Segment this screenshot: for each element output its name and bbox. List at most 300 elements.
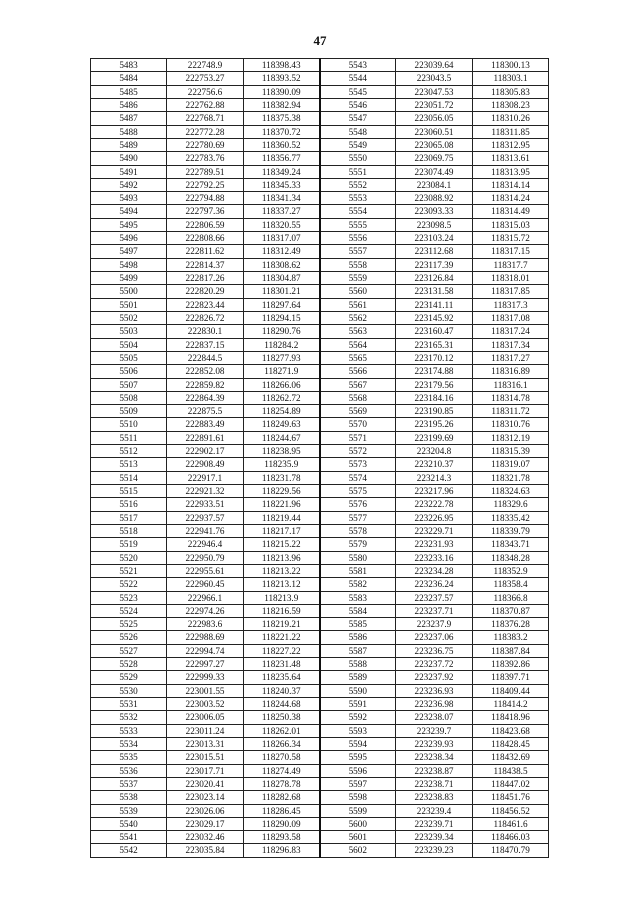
- table-row: [91, 817, 549, 830]
- table-row: [91, 684, 549, 697]
- point-number-right-cell: 5560: [320, 285, 396, 298]
- point-number-left-cell: 5528: [91, 658, 167, 671]
- point-number-right-cell: 5555: [320, 218, 396, 231]
- y-coordinate-right-cell: 118432.69: [473, 751, 549, 764]
- y-coordinate-right-cell: 118317.7: [473, 258, 549, 271]
- point-number-left-cell: 5537: [91, 777, 167, 790]
- x-coordinate-left-cell: 223020.41: [167, 777, 244, 790]
- x-coordinate-right-cell: 223170.12: [396, 351, 473, 364]
- y-coordinate-right-cell: 118315.39: [473, 445, 549, 458]
- x-coordinate-right-cell: 223112.68: [396, 245, 473, 258]
- x-coordinate-left-cell: 222933.51: [167, 498, 244, 511]
- x-coordinate-left-cell: 222921.32: [167, 485, 244, 498]
- y-coordinate-left-cell: 118240.37: [244, 684, 320, 697]
- point-number-right-cell: 5570: [320, 418, 396, 431]
- y-coordinate-left-cell: 118282.68: [244, 791, 320, 804]
- y-coordinate-left-cell: 118262.01: [244, 724, 320, 737]
- x-coordinate-left-cell: 222859.82: [167, 378, 244, 391]
- x-coordinate-right-cell: 223098.5: [396, 218, 473, 231]
- point-number-left-cell: 5494: [91, 205, 167, 218]
- x-coordinate-left-cell: 222772.28: [167, 125, 244, 138]
- x-coordinate-right-cell: 223117.39: [396, 258, 473, 271]
- table-row: [91, 644, 549, 657]
- y-coordinate-left-cell: 118219.44: [244, 511, 320, 524]
- x-coordinate-left-cell: 222983.6: [167, 618, 244, 631]
- point-number-left-cell: 5497: [91, 245, 167, 258]
- point-number-left-cell: 5520: [91, 551, 167, 564]
- x-coordinate-left-cell: 222997.27: [167, 658, 244, 671]
- y-coordinate-left-cell: 118238.95: [244, 445, 320, 458]
- table-row: [91, 511, 549, 524]
- point-number-left-cell: 5525: [91, 618, 167, 631]
- x-coordinate-left-cell: 222789.51: [167, 165, 244, 178]
- x-coordinate-left-cell: 222820.29: [167, 285, 244, 298]
- table-row: [91, 112, 549, 125]
- point-number-right-cell: 5545: [320, 85, 396, 98]
- y-coordinate-right-cell: 118466.03: [473, 831, 549, 844]
- point-number-right-cell: 5564: [320, 338, 396, 351]
- x-coordinate-left-cell: 222937.57: [167, 511, 244, 524]
- y-coordinate-right-cell: 118314.14: [473, 178, 549, 191]
- y-coordinate-right-cell: 118366.8: [473, 591, 549, 604]
- point-number-right-cell: 5602: [320, 844, 396, 857]
- point-number-left-cell: 5521: [91, 564, 167, 577]
- x-coordinate-left-cell: 222814.37: [167, 258, 244, 271]
- x-coordinate-left-cell: 222864.39: [167, 391, 244, 404]
- y-coordinate-left-cell: 118398.43: [244, 59, 320, 72]
- point-number-left-cell: 5491: [91, 165, 167, 178]
- point-number-right-cell: 5580: [320, 551, 396, 564]
- point-number-right-cell: 5558: [320, 258, 396, 271]
- point-number-right-cell: 5568: [320, 391, 396, 404]
- x-coordinate-left-cell: 222994.74: [167, 644, 244, 657]
- y-coordinate-right-cell: 118456.52: [473, 804, 549, 817]
- x-coordinate-left-cell: 223013.31: [167, 737, 244, 750]
- y-coordinate-right-cell: 118317.85: [473, 285, 549, 298]
- y-coordinate-left-cell: 118293.58: [244, 831, 320, 844]
- point-number-right-cell: 5583: [320, 591, 396, 604]
- point-number-right-cell: 5571: [320, 431, 396, 444]
- y-coordinate-left-cell: 118266.06: [244, 378, 320, 391]
- table-row: [91, 737, 549, 750]
- y-coordinate-right-cell: 118321.78: [473, 471, 549, 484]
- x-coordinate-right-cell: 223047.53: [396, 85, 473, 98]
- y-coordinate-right-cell: 118438.5: [473, 764, 549, 777]
- point-number-left-cell: 5489: [91, 138, 167, 151]
- y-coordinate-right-cell: 118461.6: [473, 817, 549, 830]
- point-number-left-cell: 5514: [91, 471, 167, 484]
- x-coordinate-left-cell: 222762.88: [167, 98, 244, 111]
- y-coordinate-right-cell: 118370.87: [473, 604, 549, 617]
- y-coordinate-right-cell: 118314.24: [473, 192, 549, 205]
- point-number-left-cell: 5500: [91, 285, 167, 298]
- y-coordinate-left-cell: 118221.22: [244, 631, 320, 644]
- point-number-right-cell: 5549: [320, 138, 396, 151]
- point-number-right-cell: 5551: [320, 165, 396, 178]
- table-row: [91, 551, 549, 564]
- point-number-left-cell: 5530: [91, 684, 167, 697]
- point-number-right-cell: 5550: [320, 152, 396, 165]
- x-coordinate-right-cell: 223229.71: [396, 524, 473, 537]
- x-coordinate-left-cell: 223011.24: [167, 724, 244, 737]
- table-row: [91, 524, 549, 537]
- point-number-left-cell: 5526: [91, 631, 167, 644]
- y-coordinate-right-cell: 118329.6: [473, 498, 549, 511]
- y-coordinate-right-cell: 118315.03: [473, 218, 549, 231]
- point-number-left-cell: 5513: [91, 458, 167, 471]
- y-coordinate-right-cell: 118316.1: [473, 378, 549, 391]
- point-number-right-cell: 5590: [320, 684, 396, 697]
- point-number-left-cell: 5499: [91, 272, 167, 285]
- y-coordinate-right-cell: 118316.89: [473, 365, 549, 378]
- y-coordinate-right-cell: 118387.84: [473, 644, 549, 657]
- point-number-left-cell: 5541: [91, 831, 167, 844]
- point-number-left-cell: 5527: [91, 644, 167, 657]
- table-row: [91, 471, 549, 484]
- y-coordinate-left-cell: 118382.94: [244, 98, 320, 111]
- point-number-right-cell: 5561: [320, 298, 396, 311]
- point-number-left-cell: 5512: [91, 445, 167, 458]
- y-coordinate-left-cell: 118301.21: [244, 285, 320, 298]
- x-coordinate-right-cell: 223065.08: [396, 138, 473, 151]
- point-number-left-cell: 5535: [91, 751, 167, 764]
- x-coordinate-right-cell: 223239.7: [396, 724, 473, 737]
- table-row: [91, 618, 549, 631]
- x-coordinate-left-cell: 222794.88: [167, 192, 244, 205]
- y-coordinate-left-cell: 118213.9: [244, 591, 320, 604]
- x-coordinate-left-cell: 222806.59: [167, 218, 244, 231]
- y-coordinate-right-cell: 118358.4: [473, 578, 549, 591]
- y-coordinate-left-cell: 118249.63: [244, 418, 320, 431]
- y-coordinate-right-cell: 118339.79: [473, 524, 549, 537]
- point-number-right-cell: 5579: [320, 538, 396, 551]
- x-coordinate-right-cell: 223239.34: [396, 831, 473, 844]
- point-number-left-cell: 5508: [91, 391, 167, 404]
- x-coordinate-right-cell: 223126.84: [396, 272, 473, 285]
- x-coordinate-right-cell: 223088.92: [396, 192, 473, 205]
- x-coordinate-right-cell: 223074.49: [396, 165, 473, 178]
- x-coordinate-right-cell: 223239.71: [396, 817, 473, 830]
- x-coordinate-left-cell: 222808.66: [167, 232, 244, 245]
- point-number-right-cell: 5595: [320, 751, 396, 764]
- table-row: [91, 205, 549, 218]
- point-number-right-cell: 5592: [320, 711, 396, 724]
- point-number-right-cell: 5543: [320, 59, 396, 72]
- x-coordinate-left-cell: 223017.71: [167, 764, 244, 777]
- x-coordinate-left-cell: 222941.76: [167, 524, 244, 537]
- y-coordinate-left-cell: 118278.78: [244, 777, 320, 790]
- x-coordinate-right-cell: 223160.47: [396, 325, 473, 338]
- table-row: [91, 351, 549, 364]
- point-number-left-cell: 5484: [91, 72, 167, 85]
- point-number-right-cell: 5586: [320, 631, 396, 644]
- x-coordinate-left-cell: 222891.61: [167, 431, 244, 444]
- table-row: [91, 631, 549, 644]
- table-row: [91, 138, 549, 151]
- point-number-right-cell: 5576: [320, 498, 396, 511]
- y-coordinate-right-cell: 118317.24: [473, 325, 549, 338]
- table-row: [91, 777, 549, 790]
- point-number-left-cell: 5505: [91, 351, 167, 364]
- x-coordinate-left-cell: 223001.55: [167, 684, 244, 697]
- y-coordinate-left-cell: 118286.45: [244, 804, 320, 817]
- y-coordinate-left-cell: 118229.56: [244, 485, 320, 498]
- x-coordinate-left-cell: 222837.15: [167, 338, 244, 351]
- x-coordinate-right-cell: 223165.31: [396, 338, 473, 351]
- y-coordinate-left-cell: 118221.96: [244, 498, 320, 511]
- point-number-left-cell: 5510: [91, 418, 167, 431]
- point-number-right-cell: 5554: [320, 205, 396, 218]
- x-coordinate-right-cell: 223060.51: [396, 125, 473, 138]
- x-coordinate-right-cell: 223190.85: [396, 405, 473, 418]
- page-number: 47: [313, 33, 327, 48]
- x-coordinate-left-cell: 222999.33: [167, 671, 244, 684]
- y-coordinate-left-cell: 118219.21: [244, 618, 320, 631]
- y-coordinate-right-cell: 118376.28: [473, 618, 549, 631]
- x-coordinate-right-cell: 223236.24: [396, 578, 473, 591]
- y-coordinate-right-cell: 118305.83: [473, 85, 549, 98]
- y-coordinate-right-cell: 118335.42: [473, 511, 549, 524]
- table-row: [91, 125, 549, 138]
- point-number-right-cell: 5600: [320, 817, 396, 830]
- x-coordinate-right-cell: 223199.69: [396, 431, 473, 444]
- y-coordinate-right-cell: 118303.1: [473, 72, 549, 85]
- y-coordinate-right-cell: 118314.78: [473, 391, 549, 404]
- table-row: [91, 844, 549, 857]
- table-row: [91, 764, 549, 777]
- point-number-left-cell: 5485: [91, 85, 167, 98]
- x-coordinate-left-cell: 223035.84: [167, 844, 244, 857]
- point-number-left-cell: 5511: [91, 431, 167, 444]
- x-coordinate-right-cell: 223237.57: [396, 591, 473, 604]
- x-coordinate-left-cell: 222748.9: [167, 59, 244, 72]
- table-row: [91, 178, 549, 191]
- point-number-right-cell: 5588: [320, 658, 396, 671]
- x-coordinate-right-cell: 223204.8: [396, 445, 473, 458]
- x-coordinate-right-cell: 223236.98: [396, 698, 473, 711]
- x-coordinate-left-cell: 222783.76: [167, 152, 244, 165]
- y-coordinate-left-cell: 118345.33: [244, 178, 320, 191]
- x-coordinate-right-cell: 223238.71: [396, 777, 473, 790]
- table-row: [91, 431, 549, 444]
- y-coordinate-left-cell: 118297.64: [244, 298, 320, 311]
- table-row: [91, 378, 549, 391]
- table-row: [91, 458, 549, 471]
- x-coordinate-right-cell: 223237.72: [396, 658, 473, 671]
- table-row: [91, 604, 549, 617]
- x-coordinate-left-cell: 223003.52: [167, 698, 244, 711]
- table-row: [91, 591, 549, 604]
- point-number-right-cell: 5556: [320, 232, 396, 245]
- y-coordinate-right-cell: 118310.26: [473, 112, 549, 125]
- x-coordinate-right-cell: 223069.75: [396, 152, 473, 165]
- y-coordinate-left-cell: 118244.68: [244, 698, 320, 711]
- point-number-right-cell: 5599: [320, 804, 396, 817]
- table-row: [91, 831, 549, 844]
- point-number-right-cell: 5548: [320, 125, 396, 138]
- point-number-right-cell: 5581: [320, 564, 396, 577]
- point-number-left-cell: 5515: [91, 485, 167, 498]
- y-coordinate-left-cell: 118284.2: [244, 338, 320, 351]
- x-coordinate-left-cell: 223023.14: [167, 791, 244, 804]
- y-coordinate-right-cell: 118447.02: [473, 777, 549, 790]
- point-number-right-cell: 5544: [320, 72, 396, 85]
- y-coordinate-left-cell: 118341.34: [244, 192, 320, 205]
- point-number-left-cell: 5488: [91, 125, 167, 138]
- y-coordinate-left-cell: 118296.83: [244, 844, 320, 857]
- x-coordinate-right-cell: 223233.16: [396, 551, 473, 564]
- table-row: [91, 285, 549, 298]
- point-number-left-cell: 5540: [91, 817, 167, 830]
- x-coordinate-left-cell: 222966.1: [167, 591, 244, 604]
- table-row: [91, 564, 549, 577]
- x-coordinate-left-cell: 222852.08: [167, 365, 244, 378]
- x-coordinate-right-cell: 223145.92: [396, 311, 473, 324]
- table-row: [91, 165, 549, 178]
- table-row: [91, 338, 549, 351]
- point-number-right-cell: 5565: [320, 351, 396, 364]
- point-number-left-cell: 5531: [91, 698, 167, 711]
- y-coordinate-right-cell: 118318.01: [473, 272, 549, 285]
- y-coordinate-left-cell: 118277.93: [244, 351, 320, 364]
- x-coordinate-right-cell: 223226.95: [396, 511, 473, 524]
- point-number-left-cell: 5483: [91, 59, 167, 72]
- point-number-left-cell: 5524: [91, 604, 167, 617]
- table-row: [91, 85, 549, 98]
- point-number-left-cell: 5538: [91, 791, 167, 804]
- x-coordinate-left-cell: 222792.25: [167, 178, 244, 191]
- table-row: [91, 391, 549, 404]
- x-coordinate-left-cell: 222844.5: [167, 351, 244, 364]
- point-number-left-cell: 5522: [91, 578, 167, 591]
- y-coordinate-left-cell: 118360.52: [244, 138, 320, 151]
- point-number-left-cell: 5504: [91, 338, 167, 351]
- y-coordinate-right-cell: 118313.95: [473, 165, 549, 178]
- x-coordinate-right-cell: 223141.11: [396, 298, 473, 311]
- point-number-right-cell: 5601: [320, 831, 396, 844]
- point-number-right-cell: 5585: [320, 618, 396, 631]
- point-number-left-cell: 5502: [91, 311, 167, 324]
- y-coordinate-left-cell: 118270.58: [244, 751, 320, 764]
- point-number-right-cell: 5552: [320, 178, 396, 191]
- point-number-left-cell: 5498: [91, 258, 167, 271]
- x-coordinate-right-cell: 223084.1: [396, 178, 473, 191]
- x-coordinate-left-cell: 222797.36: [167, 205, 244, 218]
- point-number-right-cell: 5589: [320, 671, 396, 684]
- y-coordinate-right-cell: 118317.08: [473, 311, 549, 324]
- y-coordinate-right-cell: 118317.3: [473, 298, 549, 311]
- table-row: [91, 245, 549, 258]
- y-coordinate-left-cell: 118349.24: [244, 165, 320, 178]
- y-coordinate-left-cell: 118337.27: [244, 205, 320, 218]
- x-coordinate-right-cell: 223174.88: [396, 365, 473, 378]
- y-coordinate-right-cell: 118312.19: [473, 431, 549, 444]
- point-number-left-cell: 5487: [91, 112, 167, 125]
- point-number-right-cell: 5596: [320, 764, 396, 777]
- point-number-left-cell: 5539: [91, 804, 167, 817]
- y-coordinate-left-cell: 118262.72: [244, 391, 320, 404]
- x-coordinate-left-cell: 222908.49: [167, 458, 244, 471]
- x-coordinate-left-cell: 223015.51: [167, 751, 244, 764]
- table-row: [91, 298, 549, 311]
- y-coordinate-right-cell: 118317.15: [473, 245, 549, 258]
- x-coordinate-left-cell: 222811.62: [167, 245, 244, 258]
- x-coordinate-right-cell: 223231.93: [396, 538, 473, 551]
- x-coordinate-right-cell: 223217.96: [396, 485, 473, 498]
- y-coordinate-right-cell: 118423.68: [473, 724, 549, 737]
- x-coordinate-left-cell: 222917.1: [167, 471, 244, 484]
- x-coordinate-right-cell: 223237.71: [396, 604, 473, 617]
- x-coordinate-right-cell: 223103.24: [396, 232, 473, 245]
- y-coordinate-right-cell: 118418.96: [473, 711, 549, 724]
- point-number-left-cell: 5519: [91, 538, 167, 551]
- table-row: [91, 59, 549, 72]
- table-row: [91, 325, 549, 338]
- x-coordinate-right-cell: 223237.92: [396, 671, 473, 684]
- x-coordinate-right-cell: 223184.16: [396, 391, 473, 404]
- point-number-right-cell: 5577: [320, 511, 396, 524]
- y-coordinate-right-cell: 118319.07: [473, 458, 549, 471]
- x-coordinate-left-cell: 222974.26: [167, 604, 244, 617]
- x-coordinate-left-cell: 222946.4: [167, 538, 244, 551]
- x-coordinate-left-cell: 222830.1: [167, 325, 244, 338]
- table-row: [91, 498, 549, 511]
- x-coordinate-right-cell: 223210.37: [396, 458, 473, 471]
- y-coordinate-left-cell: 118254.89: [244, 405, 320, 418]
- y-coordinate-left-cell: 118235.64: [244, 671, 320, 684]
- table-row: [91, 311, 549, 324]
- point-number-left-cell: 5486: [91, 98, 167, 111]
- y-coordinate-left-cell: 118266.34: [244, 737, 320, 750]
- table-row: [91, 538, 549, 551]
- x-coordinate-left-cell: 223006.05: [167, 711, 244, 724]
- y-coordinate-left-cell: 118370.72: [244, 125, 320, 138]
- x-coordinate-left-cell: 222902.17: [167, 445, 244, 458]
- y-coordinate-right-cell: 118348.28: [473, 551, 549, 564]
- point-number-right-cell: 5557: [320, 245, 396, 258]
- point-number-right-cell: 5587: [320, 644, 396, 657]
- table-row: [91, 791, 549, 804]
- x-coordinate-left-cell: 222823.44: [167, 298, 244, 311]
- y-coordinate-left-cell: 118274.49: [244, 764, 320, 777]
- y-coordinate-left-cell: 118244.67: [244, 431, 320, 444]
- x-coordinate-left-cell: 222768.71: [167, 112, 244, 125]
- x-coordinate-left-cell: 222780.69: [167, 138, 244, 151]
- x-coordinate-right-cell: 223131.58: [396, 285, 473, 298]
- point-number-left-cell: 5495: [91, 218, 167, 231]
- x-coordinate-left-cell: 222955.61: [167, 564, 244, 577]
- y-coordinate-right-cell: 118311.72: [473, 405, 549, 418]
- x-coordinate-right-cell: 223195.26: [396, 418, 473, 431]
- table-row: [91, 658, 549, 671]
- point-number-right-cell: 5584: [320, 604, 396, 617]
- y-coordinate-left-cell: 118213.96: [244, 551, 320, 564]
- y-coordinate-left-cell: 118216.59: [244, 604, 320, 617]
- y-coordinate-right-cell: 118311.85: [473, 125, 549, 138]
- x-coordinate-right-cell: 223238.83: [396, 791, 473, 804]
- x-coordinate-left-cell: 223029.17: [167, 817, 244, 830]
- point-number-right-cell: 5566: [320, 365, 396, 378]
- point-number-right-cell: 5582: [320, 578, 396, 591]
- point-number-right-cell: 5594: [320, 737, 396, 750]
- y-coordinate-left-cell: 118375.38: [244, 112, 320, 125]
- table-row: [91, 72, 549, 85]
- point-number-right-cell: 5593: [320, 724, 396, 737]
- point-number-left-cell: 5492: [91, 178, 167, 191]
- table-row: [91, 192, 549, 205]
- point-number-right-cell: 5563: [320, 325, 396, 338]
- y-coordinate-left-cell: 118213.22: [244, 564, 320, 577]
